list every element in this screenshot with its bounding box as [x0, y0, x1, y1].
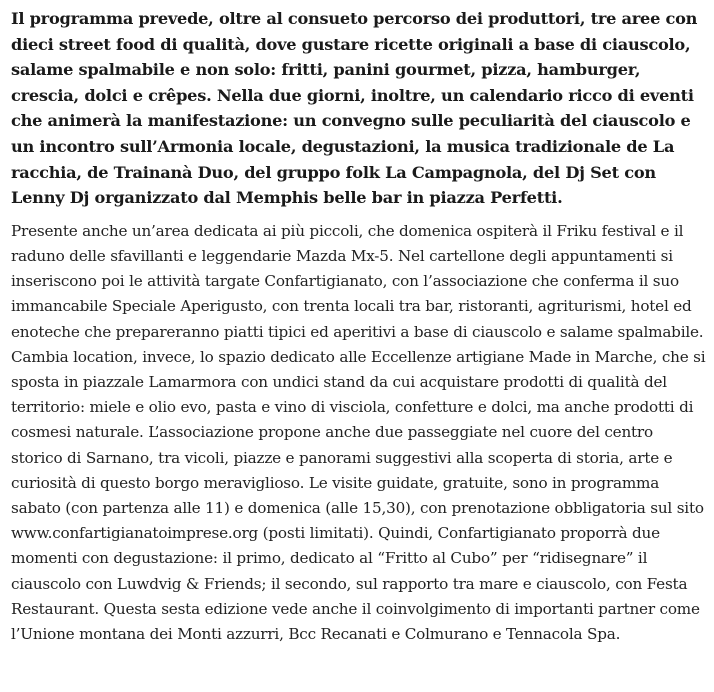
article-body — [11, 6, 706, 647]
body-paragraph: Presente anche un’area dedicata ai più piccoli, che domenica ospiterà il Friku festival e il raduno delle sfavillanti e leggendarie Mazda Mx-5. Nel cartellone degli appuntamenti si inseriscono poi le attività targate Confartigianato, con l’associazione che conferma il suo immancabile Speciale Aperigusto, con trenta locali tra bar, ristoranti, agriturismi, hotel ed enoteche che prepareranno piatti tipici ed aperitivi a base di ciauscolo e salame spalmabile. Cambia location, invece, lo spazio dedicato alle Eccellenze artigiane Made in Marche, che si sposta in piazzale Lamarmora con undici stand da cui acquistare prodotti di qualità del territorio: miele e olio evo, pasta e vino di visciola, confetture e dolci, ma anche prodotti di cosmesi naturale. L’associazione propone anche due passeggiate nel cuore del centro storico di Sarnano, tra vicoli, piazze e panorami suggestivi alla scoperta di storia, arte e curiosità di questo borgo meraviglioso. Le visite guidate, gratuite, sono in programma sabato (con partenza alle 11) e domenica (alle 15,30), con prenotazione obbligatoria sul sito www.confartigianatoimprese.org (posti limitati). Quindi, Confartigianato proporrà due momenti con degustazione: il primo, dedicato al “Fritto al Cubo” per “ridisegnare” il ciauscolo con Luwdvig & Friends; il secondo, sul rapporto tra mare e ciauscolo, con Festa Restaurant. Questa sesta edizione vede anche il coinvolgimento di importanti partner come l’Unione montana dei Monti azzurri, Bcc Recanati e Colmurano e Tennacola Spa. — [11, 221, 706, 643]
lead-paragraph: Il programma prevede, oltre al consueto percorso dei produttori, tre aree con dieci street food di qualità, dove gustare ricette originali a base di ciauscolo, salame spalmabile e non solo: fritti, panini gourmet, pizza, hamburger, crescia, dolci e crêpes. Nella due giorni, inoltre, un calendario ricco di eventi che animerà la manifestazione: un convegno sulle peculiarità del ciauscolo e un incontro sull’Armonia locale, degustazioni, la musica tradizionale de La racchia, de Trainanà Duo, del gruppo folk La Campagnola, del Dj Set con Lenny Dj organizzato dal Memphis belle bar in piazza Perfetti. — [11, 9, 698, 208]
